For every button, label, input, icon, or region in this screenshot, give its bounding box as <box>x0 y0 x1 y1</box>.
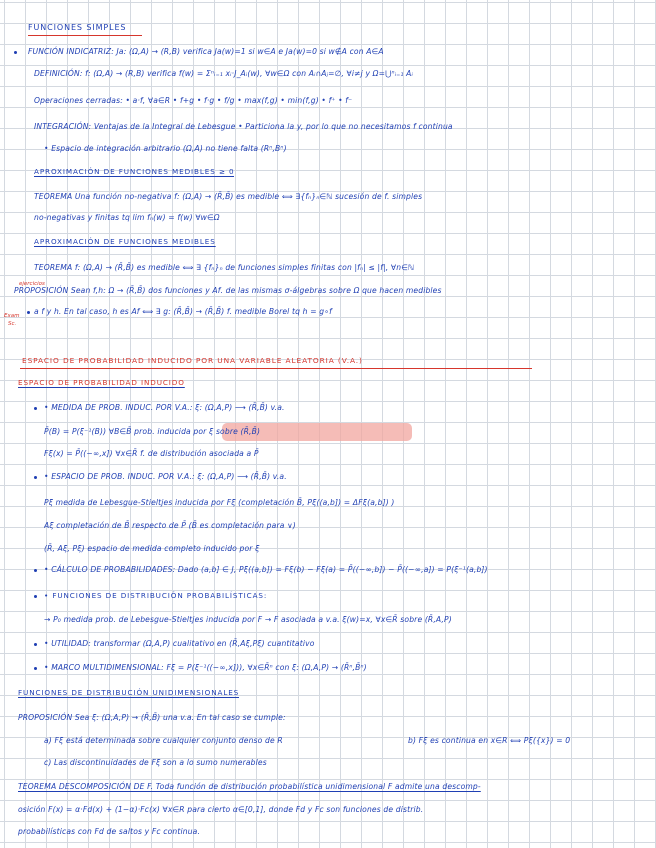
section-title-underline <box>20 368 532 369</box>
title-underline <box>28 35 142 36</box>
margin-note-sc: Sc. <box>8 321 17 327</box>
utility-line: • UTILIDAD: transformar (Ω,A,P) cualitativo en (R̄,Aξ,Pξ) cuantitativo <box>44 639 315 648</box>
property-c: c) Las discontinuidades de Fξ son a lo sumo numerables <box>44 758 267 767</box>
theorem-nonnegative-cont: no-negativas y finitas tq lim fₙ(w) = f(w) ∀w∈Ω <box>34 213 220 222</box>
lebesgue-measure-line: → P₀ medida prob. de Lebesgue-Stieltjes inducida por F → F asociada a v.a. ξ(w)=x, ∀x∈R̄ sobre (R̄,A,P) <box>44 615 452 624</box>
distribution-functions-heading: • FUNCIONES DE DISTRIBUCIÓN PROBABILÍSTICAS: <box>44 591 268 600</box>
page-title: FUNCIONES SIMPLES <box>28 23 127 32</box>
complete-space-line: (R̄, Aξ, Pξ) espacio de medida completo inducido por ξ <box>44 544 260 553</box>
section-heading: APROXIMACIÓN DE FUNCIONES MEDIBLES <box>34 237 216 246</box>
completion-line: Aξ completación de B̄ respecto de P̄ (B̄ es completación para ∨) <box>44 521 296 530</box>
bullet <box>34 595 37 598</box>
theorem-measurable-line: TEOREMA f: (Ω,A) → (R̄,B̄) es medible ⟺ ∃ {fₙ}ₙ de funciones simples finitas con |fₙ| ≤ |f|, ∀n∈ℕ <box>34 263 415 272</box>
subsection-heading: ESPACIO DE PROBABILIDAD INDUCIDO <box>18 378 185 387</box>
integration-line: INTEGRACIÓN: Ventajas de la Integral de Lebesgue • Particiona la y, por lo que no necesitamos f continua <box>34 122 453 131</box>
bullet <box>27 311 30 314</box>
decomposition-theorem-cont: osición F(x) = α·Fd(x) + (1−α)·Fc(x) ∀x∈R para cierto α∈[0,1], donde Fd y Fc son funciones de distrib. <box>18 805 424 814</box>
induced-space-line: • ESPACIO DE PROB. INDUC. POR V.A.: ξ: (Ω,A,P) ⟶ (R̄,B̄) v.a. <box>44 472 287 481</box>
bullet <box>34 569 37 572</box>
bullet <box>34 476 37 479</box>
probability-calc-line: • CÁLCULO DE PROBABILIDADES: Dado (a,b] ∈ J, Pξ((a,b]) = Fξ(b) − Fξ(a) = P̄((−∞,b]) − P̄((−∞,a]) = P(ξ⁻¹(a,b]) <box>44 565 488 574</box>
indicator-function-line: FUNCIÓN INDICATRIZ: Ja: (Ω,A) → (R,B) verifica Ja(w)=1 si w∈A e Ja(w)=0 si w∉A con A∈A <box>28 47 384 56</box>
section-title-induced-space: ESPACIO DE PROBABILIDAD INDUCIDO POR UNA VARIABLE ALEATORIA (V.A.) <box>22 356 363 365</box>
subsection-heading: FUNCIONES DE DISTRIBUCIÓN UNIDIMENSIONALES <box>18 688 240 697</box>
decomposition-theorem-end: probabilísticas con Fd de saltos y Fc continua. <box>18 827 201 836</box>
decomposition-theorem-line: TEOREMA DESCOMPOSICIÓN DE F. Toda función de distribución probabilística unidimensional F admite una descomp- <box>18 782 481 791</box>
margin-note-exam: Exam <box>4 313 20 319</box>
proposition-line: PROPOSICIÓN Sean f,h: Ω → (R̄,B̄) dos funciones y Af. de las mismas σ-álgebras sobre Ω que hacen medibles <box>14 286 442 295</box>
bullet <box>34 407 37 410</box>
proposition-unidim-line: PROPOSICIÓN Sea ξ: (Ω,A,P) → (R̄,B̄) una v.a. En tal caso se cumple: <box>18 713 286 722</box>
margin-note-exercises: ejercicios <box>19 281 45 287</box>
bullet <box>34 643 37 646</box>
induced-measure-line: • MEDIDA DE PROB. INDUC. POR V.A.: ξ: (Ω,A,P) ⟶ (R̄,B̄) v.a. <box>44 403 285 412</box>
property-a: a) Fξ está determinada sobre cualquier conjunto denso de R <box>44 736 283 745</box>
property-b: b) Fξ es continua en x∈R ⟺ Pξ({x}) = 0 <box>408 736 571 745</box>
bullet <box>14 51 17 54</box>
distribution-function-line: Fξ(x) = P̄((−∞,x]) ∀x∈R̄ f. de distribución asociada a P̄ <box>44 449 259 458</box>
definition-line: DEFINICIÓN: f: (Ω,A) → (R,B) verifica f(w) = Σⁿᵢ₌₁ xᵢ·J_Aᵢ(w), ∀w∈Ω con Aᵢ∩Aⱼ=∅, ∀i≠j y Ω=⋃ⁿᵢ₌₁ Aᵢ <box>34 69 413 78</box>
proposition-cont: a f y h. En tal caso, h es Af ⟺ ∃ g: (R̄,B̄) → (R̄,B̄) f. medible Borel tq h = g∘f <box>34 307 332 316</box>
induced-probability-line: P̄(B) = P(ξ⁻¹(B)) ∀B∈B̄ prob. inducida por ξ sobre (R̄,B̄) <box>44 427 261 436</box>
theorem-nonnegative-line: TEOREMA Una función no-negativa f: (Ω,A) → (R̄,B̄) es medible ⟺ ∃{fₙ}ₙ∈ℕ sucesión de f. simples <box>34 192 423 201</box>
section-heading: APROXIMACIÓN DE FUNCIONES MEDIBLES ≥ 0 <box>34 167 235 176</box>
lebesgue-stieltjes-line: Pξ medida de Lebesgue-Stieltjes inducida por Fξ (completación B̄, Pξ((a,b]) = ΔFξ(a,b]) ) <box>44 498 395 507</box>
bullet <box>34 667 37 670</box>
multidimensional-line: • MARCO MULTIDIMENSIONAL: Fξ = P(ξ⁻¹((−∞,x])), ∀x∈R̄ⁿ con ξ: (Ω,A,P) → (R̄ⁿ,B̄ⁿ) <box>44 663 367 672</box>
operations-line: Operaciones cerradas: • a·f, ∀a∈R • f+g • f·g • f/g • max(f,g) • min(f,g) • f⁺ • f⁻ <box>34 96 353 105</box>
integration-space-line: • Espacio de integración arbitrario (Ω,A) no tiene falta (Rⁿ,Bⁿ) <box>44 144 287 153</box>
